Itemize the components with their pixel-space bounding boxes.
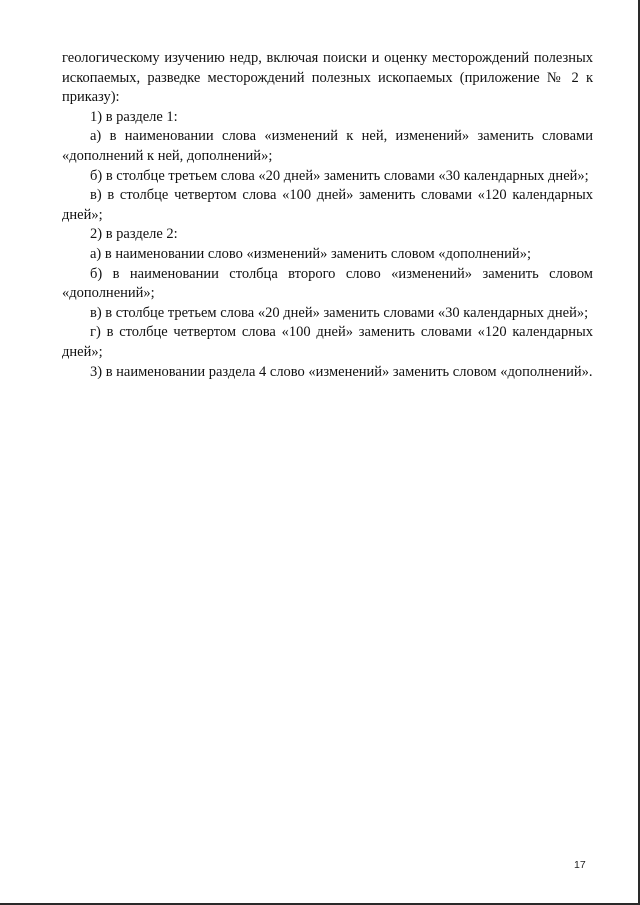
paragraph-intro: геологическому изучению недр, включая поиски и оценку месторождений полезных ископаемых, разведке месторождений полезных ископаемых (приложение № 2 к приказу):: [62, 50, 593, 106]
paragraph-section-1-a: а) в наименовании слова «изменений к ней, изменений» заменить словами «дополнений к ней, дополнений»;: [62, 128, 593, 164]
paragraph-section-2-g: г) в столбце четвертом слова «100 дней» заменить словами «120 календарных дней»;: [62, 324, 593, 360]
paragraph-section-3: 3) в наименовании раздела 4 слово «изменений» заменить словом «дополнений».: [90, 363, 593, 380]
paragraph-section-2-b: б) в наименовании столбца второго слово «изменений» заменить словом «дополнений»;: [62, 265, 593, 302]
paragraph-section-1-b: б) в столбце третьем слова «20 дней» заменить словами «30 календарных дней»;: [90, 167, 589, 184]
paragraph-section-1: 1) в разделе 1:: [90, 108, 178, 125]
paragraph-section-2-a: а) в наименовании слово «изменений» заменить словом «дополнений»;: [90, 245, 531, 262]
paragraph-section-1-v: в) в столбце четвертом слова «100 дней» заменить словами «120 календарных дней»;: [62, 187, 593, 223]
paragraph-section-2-v: в) в столбце третьем слова «20 дней» заменить словами «30 календарных дней»;: [90, 304, 589, 321]
page-number: 17: [574, 859, 586, 871]
document-body: [62, 49, 593, 382]
paragraph-section-2: 2) в разделе 2:: [90, 226, 178, 243]
